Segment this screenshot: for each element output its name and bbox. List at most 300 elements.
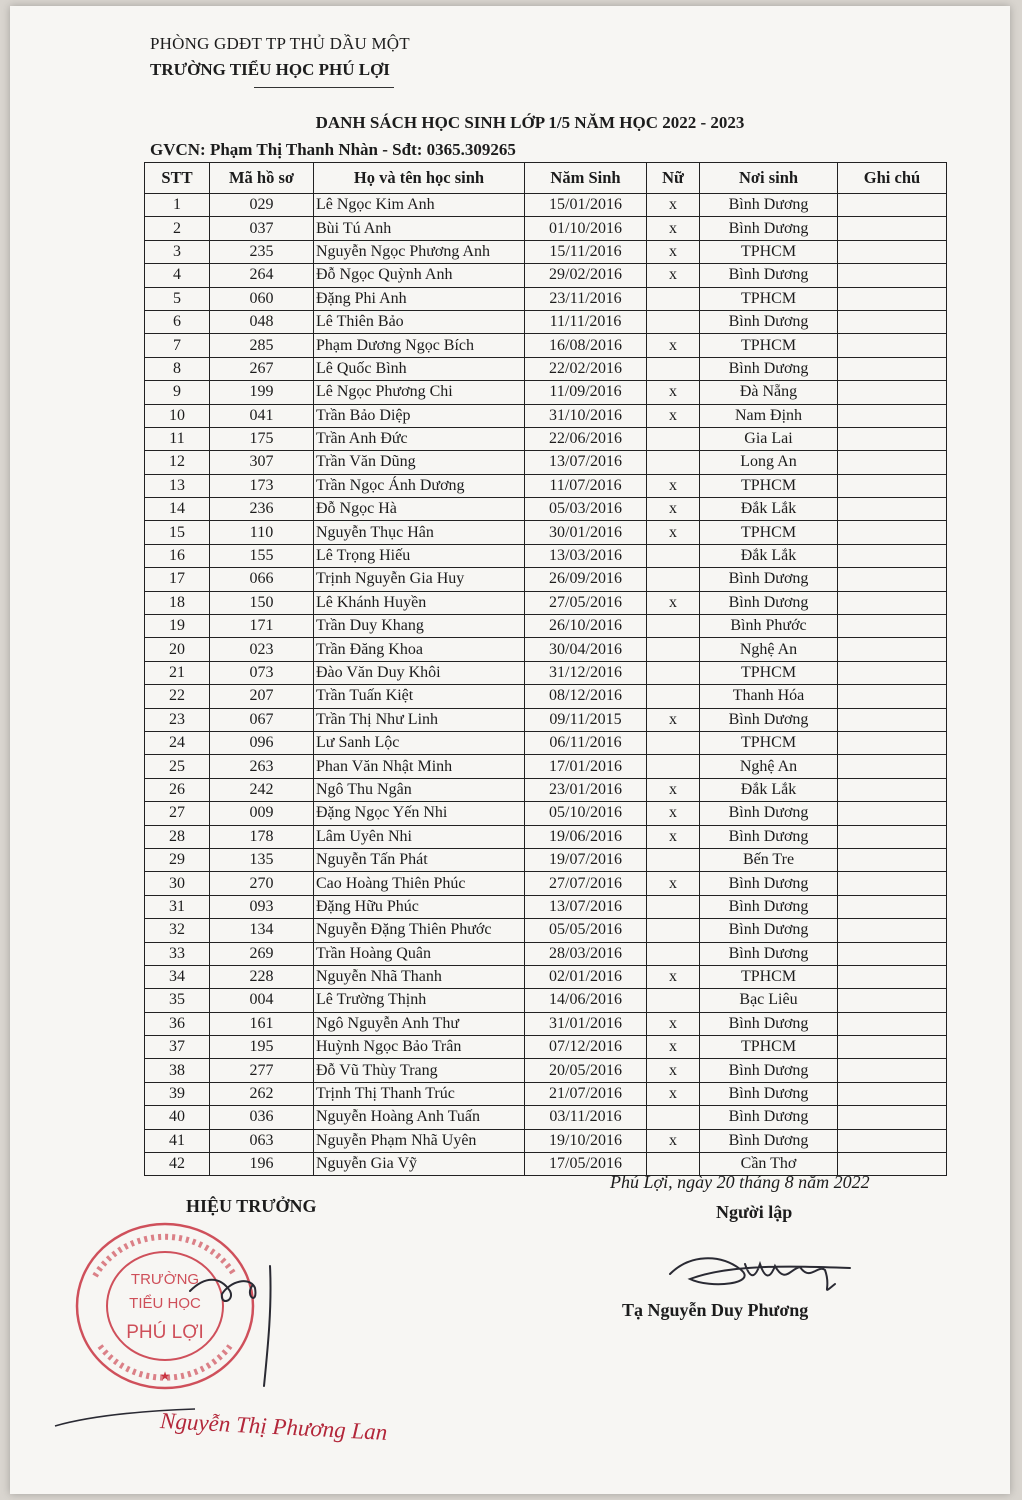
- record-id-cell: 066: [210, 568, 314, 591]
- student-name-cell: Trần Thị Như Linh: [314, 708, 525, 731]
- stt-cell: 35: [145, 989, 210, 1012]
- column-header-notes: Ghi chú: [838, 163, 947, 194]
- birthplace-cell: TPHCM: [700, 334, 838, 357]
- table-row: [145, 1082, 947, 1105]
- female-cell: x: [647, 240, 700, 263]
- birth-date-cell: 17/01/2016: [525, 755, 647, 778]
- table-row: [145, 989, 947, 1012]
- stt-cell: 16: [145, 544, 210, 567]
- preparer-signature: [650, 1234, 880, 1304]
- female-cell: x: [647, 872, 700, 895]
- birth-date-cell: 15/11/2016: [525, 240, 647, 263]
- record-id-cell: 267: [210, 357, 314, 380]
- record-id-cell: 307: [210, 451, 314, 474]
- birthplace-cell: TPHCM: [700, 240, 838, 263]
- birth-date-cell: 01/10/2016: [525, 217, 647, 240]
- female-cell: x: [647, 194, 700, 217]
- birthplace-cell: Bình Dương: [700, 942, 838, 965]
- student-name-cell: Trần Duy Khang: [314, 615, 525, 638]
- student-name-cell: Lê Khánh Huyền: [314, 591, 525, 614]
- table-row: [145, 591, 947, 614]
- birthplace-cell: Đắk Lắk: [700, 544, 838, 567]
- notes-cell: [838, 895, 947, 918]
- record-id-cell: 269: [210, 942, 314, 965]
- table-row: [145, 825, 947, 848]
- record-id-cell: 004: [210, 989, 314, 1012]
- birthplace-cell: Bình Dương: [700, 591, 838, 614]
- principal-signature: [160, 1246, 320, 1406]
- student-name-cell: Trịnh Thị Thanh Trúc: [314, 1082, 525, 1105]
- birthplace-cell: Bình Dương: [700, 357, 838, 380]
- record-id-cell: 270: [210, 872, 314, 895]
- record-id-cell: 048: [210, 310, 314, 333]
- record-id-cell: 235: [210, 240, 314, 263]
- stt-cell: 5: [145, 287, 210, 310]
- female-cell: [647, 638, 700, 661]
- birthplace-cell: TPHCM: [700, 287, 838, 310]
- birthplace-cell: Bình Dương: [700, 1059, 838, 1082]
- record-id-cell: 060: [210, 287, 314, 310]
- student-name-cell: Cao Hoàng Thiên Phúc: [314, 872, 525, 895]
- record-id-cell: 036: [210, 1106, 314, 1129]
- preparer-title: Người lập: [716, 1202, 793, 1222]
- female-cell: [647, 731, 700, 754]
- female-cell: [647, 989, 700, 1012]
- female-cell: [647, 755, 700, 778]
- birthplace-cell: Bình Dương: [700, 264, 838, 287]
- stamp-line-1: TRƯỜNG: [130, 1271, 200, 1288]
- homeroom-teacher: GVCN: Phạm Thị Thanh Nhàn - Sđt: 0365.309265: [150, 140, 516, 159]
- student-name-cell: Trần Anh Đức: [314, 427, 525, 450]
- record-id-cell: 171: [210, 615, 314, 638]
- birthplace-cell: Đắk Lắk: [700, 778, 838, 801]
- birthplace-cell: Bình Dương: [700, 825, 838, 848]
- birth-date-cell: 07/12/2016: [525, 1036, 647, 1059]
- table-row: [145, 568, 947, 591]
- table-row: [145, 381, 947, 404]
- female-cell: x: [647, 404, 700, 427]
- birthplace-cell: TPHCM: [700, 474, 838, 497]
- student-name-cell: Lê Trường Thịnh: [314, 989, 525, 1012]
- table-header-row: [145, 163, 947, 194]
- birthplace-cell: Đà Nẵng: [700, 381, 838, 404]
- record-id-cell: 096: [210, 731, 314, 754]
- stt-cell: 10: [145, 404, 210, 427]
- student-name-cell: Nguyễn Hoàng Anh Tuấn: [314, 1106, 525, 1129]
- table-row: [145, 638, 947, 661]
- record-id-cell: 063: [210, 1129, 314, 1152]
- female-cell: [647, 427, 700, 450]
- birth-date-cell: 31/10/2016: [525, 404, 647, 427]
- student-name-cell: Lâm Uyên Nhi: [314, 825, 525, 848]
- student-name-cell: Trần Ngọc Ánh Dương: [314, 474, 525, 497]
- table-row: [145, 451, 947, 474]
- student-name-cell: Ngô Thu Ngân: [314, 778, 525, 801]
- table-row: [145, 1012, 947, 1035]
- stt-cell: 38: [145, 1059, 210, 1082]
- female-cell: x: [647, 1129, 700, 1152]
- student-name-cell: Lê Trọng Hiếu: [314, 544, 525, 567]
- birth-date-cell: 19/07/2016: [525, 848, 647, 871]
- birthplace-cell: Bình Dương: [700, 1012, 838, 1035]
- female-cell: x: [647, 965, 700, 988]
- notes-cell: [838, 474, 947, 497]
- table-row: [145, 848, 947, 871]
- record-id-cell: 155: [210, 544, 314, 567]
- stt-cell: 11: [145, 427, 210, 450]
- table-row: [145, 404, 947, 427]
- table-row: [145, 755, 947, 778]
- female-cell: x: [647, 708, 700, 731]
- column-header-student-name: Họ và tên học sinh: [314, 163, 525, 194]
- table-row: [145, 895, 947, 918]
- birth-date-cell: 11/07/2016: [525, 474, 647, 497]
- stt-cell: 25: [145, 755, 210, 778]
- stamp-line-3: PHÚ LỢI: [126, 1322, 204, 1343]
- birth-date-cell: 03/11/2016: [525, 1106, 647, 1129]
- notes-cell: [838, 638, 947, 661]
- birthplace-cell: TPHCM: [700, 521, 838, 544]
- table-row: [145, 685, 947, 708]
- stt-cell: 36: [145, 1012, 210, 1035]
- student-name-cell: Trần Tuấn Kiệt: [314, 685, 525, 708]
- student-name-cell: Đỗ Ngọc Quỳnh Anh: [314, 264, 525, 287]
- notes-cell: [838, 591, 947, 614]
- notes-cell: [838, 848, 947, 871]
- birth-date-cell: 26/09/2016: [525, 568, 647, 591]
- table-row: [145, 708, 947, 731]
- record-id-cell: 029: [210, 194, 314, 217]
- table-row: [145, 942, 947, 965]
- female-cell: x: [647, 802, 700, 825]
- student-name-cell: Đặng Phi Anh: [314, 287, 525, 310]
- birthplace-cell: Bình Dương: [700, 194, 838, 217]
- stt-cell: 2: [145, 217, 210, 240]
- birth-date-cell: 22/02/2016: [525, 357, 647, 380]
- table-row: [145, 544, 947, 567]
- stt-cell: 41: [145, 1129, 210, 1152]
- female-cell: [647, 895, 700, 918]
- record-id-cell: 178: [210, 825, 314, 848]
- notes-cell: [838, 685, 947, 708]
- record-id-cell: 037: [210, 217, 314, 240]
- student-name-cell: Lê Thiên Bảo: [314, 310, 525, 333]
- record-id-cell: 199: [210, 381, 314, 404]
- student-name-cell: Đỗ Ngọc Hà: [314, 498, 525, 521]
- notes-cell: [838, 872, 947, 895]
- record-id-cell: 285: [210, 334, 314, 357]
- birth-date-cell: 05/10/2016: [525, 802, 647, 825]
- birth-date-cell: 05/05/2016: [525, 919, 647, 942]
- student-name-cell: Trần Hoàng Quân: [314, 942, 525, 965]
- female-cell: x: [647, 264, 700, 287]
- record-id-cell: 135: [210, 848, 314, 871]
- birthplace-cell: Bình Dương: [700, 1082, 838, 1105]
- notes-cell: [838, 310, 947, 333]
- female-cell: x: [647, 778, 700, 801]
- notes-cell: [838, 1036, 947, 1059]
- record-id-cell: 263: [210, 755, 314, 778]
- birth-date-cell: 11/09/2016: [525, 381, 647, 404]
- column-header-record-id: Mã hồ sơ: [210, 163, 314, 194]
- document-title: DANH SÁCH HỌC SINH LỚP 1/5 NĂM HỌC 2022 - 2023: [315, 113, 745, 132]
- table-row: [145, 334, 947, 357]
- stt-cell: 18: [145, 591, 210, 614]
- student-name-cell: Trần Bảo Diệp: [314, 404, 525, 427]
- stt-cell: 6: [145, 310, 210, 333]
- student-name-cell: Đỗ Vũ Thùy Trang: [314, 1059, 525, 1082]
- birth-date-cell: 23/11/2016: [525, 287, 647, 310]
- record-id-cell: 134: [210, 919, 314, 942]
- notes-cell: [838, 1129, 947, 1152]
- female-cell: [647, 942, 700, 965]
- record-id-cell: 195: [210, 1036, 314, 1059]
- stt-cell: 28: [145, 825, 210, 848]
- birthplace-cell: Nghệ An: [700, 755, 838, 778]
- department-name: PHÒNG GDĐT TP THỦ DẦU MỘT: [150, 34, 410, 53]
- stt-cell: 29: [145, 848, 210, 871]
- notes-cell: [838, 615, 947, 638]
- stt-cell: 8: [145, 357, 210, 380]
- student-roster-table: [144, 162, 947, 1176]
- notes-cell: [838, 708, 947, 731]
- birth-date-cell: 09/11/2015: [525, 708, 647, 731]
- table-row: [145, 498, 947, 521]
- record-id-cell: 175: [210, 427, 314, 450]
- stt-cell: 42: [145, 1153, 210, 1176]
- record-id-cell: 173: [210, 474, 314, 497]
- student-name-cell: Đặng Hữu Phúc: [314, 895, 525, 918]
- table-row: [145, 357, 947, 380]
- record-id-cell: 196: [210, 1153, 314, 1176]
- notes-cell: [838, 778, 947, 801]
- female-cell: x: [647, 825, 700, 848]
- birth-date-cell: 20/05/2016: [525, 1059, 647, 1082]
- female-cell: x: [647, 1059, 700, 1082]
- stt-cell: 1: [145, 194, 210, 217]
- notes-cell: [838, 287, 947, 310]
- record-id-cell: 023: [210, 638, 314, 661]
- birthplace-cell: Đắk Lắk: [700, 498, 838, 521]
- notes-cell: [838, 404, 947, 427]
- table-row: [145, 919, 947, 942]
- female-cell: x: [647, 591, 700, 614]
- birth-date-cell: 19/06/2016: [525, 825, 647, 848]
- stt-cell: 19: [145, 615, 210, 638]
- notes-cell: [838, 381, 947, 404]
- record-id-cell: 262: [210, 1082, 314, 1105]
- notes-cell: [838, 217, 947, 240]
- student-name-cell: Lê Quốc Bình: [314, 357, 525, 380]
- stt-cell: 30: [145, 872, 210, 895]
- notes-cell: [838, 825, 947, 848]
- female-cell: x: [647, 334, 700, 357]
- table-row: [145, 240, 947, 263]
- birthplace-cell: Gia Lai: [700, 427, 838, 450]
- notes-cell: [838, 498, 947, 521]
- student-name-cell: Huỳnh Ngọc Bảo Trân: [314, 1036, 525, 1059]
- stt-cell: 23: [145, 708, 210, 731]
- school-name: TRƯỜNG TIỂU HỌC PHÚ LỢI: [150, 60, 390, 79]
- birth-date-cell: 14/06/2016: [525, 989, 647, 1012]
- document-page: [10, 6, 1010, 1494]
- table-row: [145, 778, 947, 801]
- female-cell: x: [647, 217, 700, 240]
- birthplace-cell: TPHCM: [700, 731, 838, 754]
- birthplace-cell: Bình Dương: [700, 895, 838, 918]
- table-row: [145, 264, 947, 287]
- birth-date-cell: 08/12/2016: [525, 685, 647, 708]
- notes-cell: [838, 965, 947, 988]
- birthplace-cell: TPHCM: [700, 661, 838, 684]
- stt-cell: 4: [145, 264, 210, 287]
- notes-cell: [838, 1106, 947, 1129]
- birth-date-cell: 17/05/2016: [525, 1153, 647, 1176]
- student-name-cell: Trần Văn Dũng: [314, 451, 525, 474]
- stt-cell: 37: [145, 1036, 210, 1059]
- birth-date-cell: 21/07/2016: [525, 1082, 647, 1105]
- birth-date-cell: 29/02/2016: [525, 264, 647, 287]
- notes-cell: [838, 334, 947, 357]
- birthplace-cell: TPHCM: [700, 1036, 838, 1059]
- birthplace-cell: Bình Phước: [700, 615, 838, 638]
- birth-date-cell: 13/07/2016: [525, 451, 647, 474]
- female-cell: x: [647, 1036, 700, 1059]
- student-name-cell: Đào Văn Duy Khôi: [314, 661, 525, 684]
- birthplace-cell: Nghệ An: [700, 638, 838, 661]
- birth-date-cell: 11/11/2016: [525, 310, 647, 333]
- table-row: [145, 802, 947, 825]
- stt-cell: 26: [145, 778, 210, 801]
- table-row: [145, 965, 947, 988]
- student-name-cell: Nguyễn Phạm Nhã Uyên: [314, 1129, 525, 1152]
- stt-cell: 7: [145, 334, 210, 357]
- stt-cell: 15: [145, 521, 210, 544]
- student-name-cell: Ngô Nguyễn Anh Thư: [314, 1012, 525, 1035]
- birth-date-cell: 22/06/2016: [525, 427, 647, 450]
- birthplace-cell: Bình Dương: [700, 217, 838, 240]
- notes-cell: [838, 919, 947, 942]
- birthplace-cell: Bình Dương: [700, 708, 838, 731]
- female-cell: [647, 310, 700, 333]
- column-header-female: Nữ: [647, 163, 700, 194]
- table-row: [145, 521, 947, 544]
- record-id-cell: 161: [210, 1012, 314, 1035]
- record-id-cell: 277: [210, 1059, 314, 1082]
- table-row: [145, 310, 947, 333]
- notes-cell: [838, 1059, 947, 1082]
- record-id-cell: 009: [210, 802, 314, 825]
- female-cell: [647, 568, 700, 591]
- column-header-stt: STT: [145, 163, 210, 194]
- table-row: [145, 731, 947, 754]
- notes-cell: [838, 989, 947, 1012]
- student-name-cell: Phạm Dương Ngọc Bích: [314, 334, 525, 357]
- student-name-cell: Nguyễn Ngọc Phương Anh: [314, 240, 525, 263]
- table-row: [145, 427, 947, 450]
- record-id-cell: 093: [210, 895, 314, 918]
- student-name-cell: Nguyễn Nhã Thanh: [314, 965, 525, 988]
- notes-cell: [838, 544, 947, 567]
- birthplace-cell: Bình Dương: [700, 1129, 838, 1152]
- female-cell: [647, 848, 700, 871]
- notes-cell: [838, 755, 947, 778]
- record-id-cell: 067: [210, 708, 314, 731]
- student-name-cell: Nguyễn Tấn Phát: [314, 848, 525, 871]
- student-name-cell: Nguyễn Gia Vỹ: [314, 1153, 525, 1176]
- female-cell: [647, 544, 700, 567]
- birth-date-cell: 27/07/2016: [525, 872, 647, 895]
- birth-date-cell: 02/01/2016: [525, 965, 647, 988]
- female-cell: [647, 451, 700, 474]
- birth-date-cell: 05/03/2016: [525, 498, 647, 521]
- student-name-cell: Phan Văn Nhật Minh: [314, 755, 525, 778]
- table-row: [145, 1106, 947, 1129]
- table-row: [145, 1059, 947, 1082]
- female-cell: [647, 661, 700, 684]
- column-header-birth-date: Năm Sinh: [525, 163, 647, 194]
- notes-cell: [838, 427, 947, 450]
- birthplace-cell: Bình Dương: [700, 310, 838, 333]
- birthplace-cell: Thanh Hóa: [700, 685, 838, 708]
- record-id-cell: 264: [210, 264, 314, 287]
- stt-cell: 17: [145, 568, 210, 591]
- record-id-cell: 236: [210, 498, 314, 521]
- place-and-date: Phú Lợi, ngày 20 tháng 8 năm 2022: [610, 1172, 870, 1192]
- female-cell: [647, 685, 700, 708]
- student-name-cell: Lê Ngọc Phương Chi: [314, 381, 525, 404]
- table-row: [145, 872, 947, 895]
- stt-cell: 20: [145, 638, 210, 661]
- birthplace-cell: Bình Dương: [700, 919, 838, 942]
- stt-cell: 31: [145, 895, 210, 918]
- record-id-cell: 041: [210, 404, 314, 427]
- student-name-cell: Lư Sanh Lộc: [314, 731, 525, 754]
- table-body: [145, 194, 947, 1176]
- record-id-cell: 110: [210, 521, 314, 544]
- birth-date-cell: 13/07/2016: [525, 895, 647, 918]
- birthplace-cell: Bình Dương: [700, 1106, 838, 1129]
- birth-date-cell: 15/01/2016: [525, 194, 647, 217]
- table-row: [145, 194, 947, 217]
- notes-cell: [838, 521, 947, 544]
- female-cell: x: [647, 1082, 700, 1105]
- record-id-cell: 073: [210, 661, 314, 684]
- table-row: [145, 217, 947, 240]
- table-row: [145, 1129, 947, 1152]
- student-name-cell: Lê Ngọc Kim Anh: [314, 194, 525, 217]
- birth-date-cell: 27/05/2016: [525, 591, 647, 614]
- record-id-cell: 150: [210, 591, 314, 614]
- column-header-birthplace: Nơi sinh: [700, 163, 838, 194]
- stt-cell: 33: [145, 942, 210, 965]
- stt-cell: 9: [145, 381, 210, 404]
- birthplace-cell: Bình Dương: [700, 568, 838, 591]
- notes-cell: [838, 1012, 947, 1035]
- birth-date-cell: 30/04/2016: [525, 638, 647, 661]
- notes-cell: [838, 942, 947, 965]
- notes-cell: [838, 194, 947, 217]
- stt-cell: 22: [145, 685, 210, 708]
- birth-date-cell: 28/03/2016: [525, 942, 647, 965]
- female-cell: x: [647, 521, 700, 544]
- birthplace-cell: Bến Tre: [700, 848, 838, 871]
- birth-date-cell: 13/03/2016: [525, 544, 647, 567]
- birth-date-cell: 26/10/2016: [525, 615, 647, 638]
- notes-cell: [838, 357, 947, 380]
- preparer-name: Tạ Nguyễn Duy Phương: [622, 1300, 809, 1320]
- birth-date-cell: 23/01/2016: [525, 778, 647, 801]
